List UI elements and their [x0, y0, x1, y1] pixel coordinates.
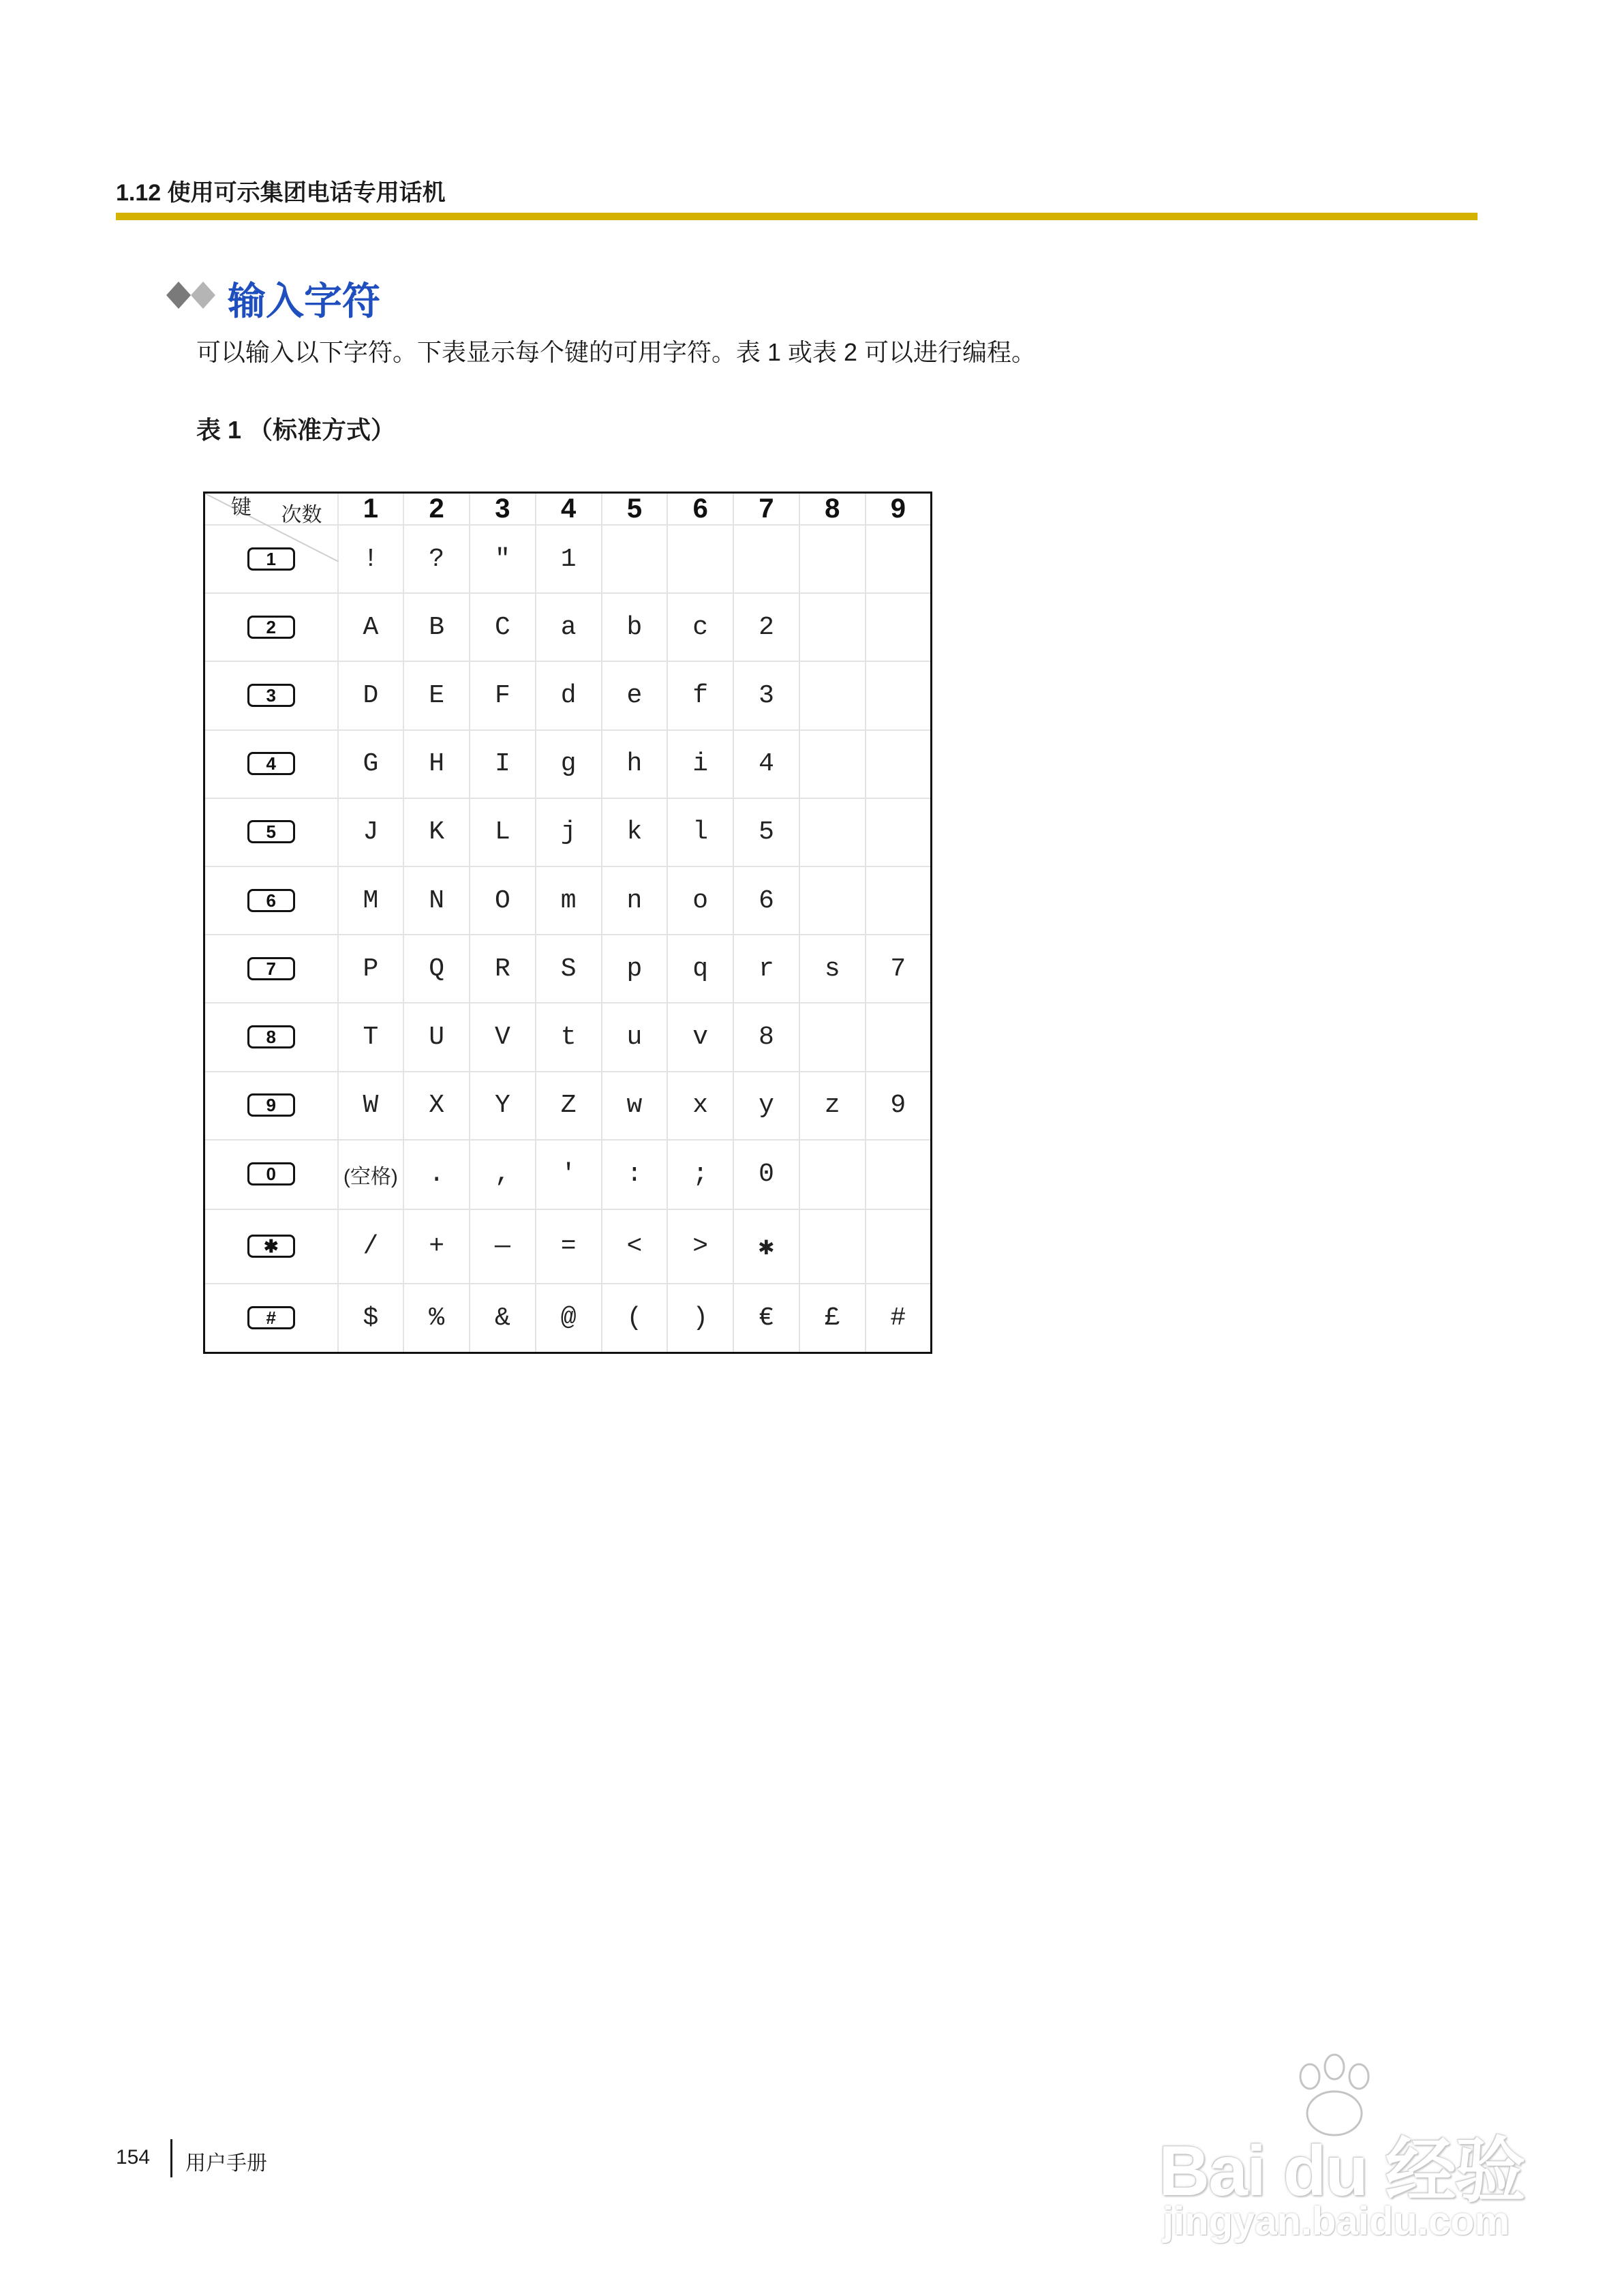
char-cell: y — [733, 1072, 799, 1140]
char-cell: X — [403, 1072, 470, 1140]
char-cell: @ — [536, 1284, 602, 1353]
char-cell: K — [403, 798, 470, 866]
key-cell — [204, 1140, 338, 1209]
char-cell: ? — [403, 525, 470, 593]
page-number: 154 — [116, 2146, 151, 2169]
char-cell: < — [602, 1209, 668, 1284]
char-cell: 7 — [866, 935, 932, 1003]
char-cell: h — [602, 730, 668, 798]
table-row — [204, 661, 932, 729]
char-cell: J — [338, 798, 404, 866]
key-cell — [204, 661, 338, 729]
char-cell: d — [536, 661, 602, 729]
baidu-watermark — [1159, 2052, 1540, 2256]
char-cell: / — [338, 1209, 404, 1284]
char-cell: b — [602, 593, 668, 661]
char-cell — [733, 525, 799, 593]
char-cell — [866, 593, 932, 661]
char-cell: ) — [667, 1284, 733, 1353]
keycap-icon: 7 — [247, 957, 295, 980]
char-cell: n — [602, 866, 668, 935]
char-cell: C — [470, 593, 536, 661]
column-header: 4 — [536, 493, 602, 526]
table-row — [204, 1072, 932, 1140]
char-cell — [866, 525, 932, 593]
char-cell — [866, 1209, 932, 1284]
char-cell: ' — [536, 1140, 602, 1209]
char-cell: 2 — [733, 593, 799, 661]
table-row — [204, 593, 932, 661]
table-row — [204, 866, 932, 935]
table-row — [204, 1284, 932, 1353]
char-cell: 4 — [733, 730, 799, 798]
char-cell: ! — [338, 525, 404, 593]
char-cell: # — [866, 1284, 932, 1353]
char-cell: — — [470, 1209, 536, 1284]
char-cell: v — [667, 1003, 733, 1071]
table-row — [204, 1003, 932, 1071]
column-header: 6 — [667, 493, 733, 526]
char-cell: . — [403, 1140, 470, 1209]
keycap-icon: 9 — [247, 1093, 295, 1117]
char-cell: 9 — [866, 1072, 932, 1140]
char-cell: q — [667, 935, 733, 1003]
char-cell — [799, 1140, 866, 1209]
header-rule — [116, 213, 1478, 220]
char-cell: + — [403, 1209, 470, 1284]
watermark-brand: Bai du 经验 — [1159, 2132, 1525, 2211]
table-caption: 表 1 （标准方式） — [196, 416, 396, 444]
column-header: 3 — [470, 493, 536, 526]
char-cell: c — [667, 593, 733, 661]
char-cell — [799, 730, 866, 798]
char-cell: i — [667, 730, 733, 798]
watermark-url: jingyan.baidu.com — [1163, 2199, 1510, 2244]
char-cell: D — [338, 661, 404, 729]
table-header-row — [204, 493, 932, 526]
key-cell — [204, 798, 338, 866]
char-cell: ; — [667, 1140, 733, 1209]
char-cell: 5 — [733, 798, 799, 866]
intro-paragraph: 可以输入以下字符。下表显示每个键的可用字符。表 1 或表 2 可以进行编程。 — [196, 338, 1037, 366]
char-cell: o — [667, 866, 733, 935]
char-cell: T — [338, 1003, 404, 1071]
table-row — [204, 1140, 932, 1209]
keycap-icon: # — [247, 1306, 295, 1329]
char-cell: A — [338, 593, 404, 661]
char-cell: E — [403, 661, 470, 729]
key-cell — [204, 730, 338, 798]
table-row — [204, 935, 932, 1003]
char-cell: € — [733, 1284, 799, 1353]
key-cell — [204, 1209, 338, 1284]
char-cell: (空格) — [338, 1140, 404, 1209]
header-section-title: 1.12 使用可示集团电话专用话机 — [116, 180, 446, 206]
key-cell — [204, 1003, 338, 1071]
corner-cell — [204, 493, 338, 526]
char-cell: S — [536, 935, 602, 1003]
char-cell — [799, 1003, 866, 1071]
diamond-bullets-icon — [165, 280, 219, 311]
key-cell — [204, 1284, 338, 1353]
char-cell — [799, 1209, 866, 1284]
char-cell: R — [470, 935, 536, 1003]
char-cell: V — [470, 1003, 536, 1071]
char-cell: M — [338, 866, 404, 935]
char-cell: $ — [338, 1284, 404, 1353]
char-cell: e — [602, 661, 668, 729]
char-cell: ( — [602, 1284, 668, 1353]
char-cell: % — [403, 1284, 470, 1353]
column-header: 8 — [799, 493, 866, 526]
char-cell: U — [403, 1003, 470, 1071]
char-cell: g — [536, 730, 602, 798]
char-cell: B — [403, 593, 470, 661]
keycap-icon: 3 — [247, 684, 295, 707]
char-cell — [799, 593, 866, 661]
char-cell: Y — [470, 1072, 536, 1140]
char-cell: 1 — [536, 525, 602, 593]
char-cell: f — [667, 661, 733, 729]
char-cell — [866, 661, 932, 729]
char-cell: 3 — [733, 661, 799, 729]
corner-label-presses: 次数 — [281, 504, 322, 526]
character-table — [203, 492, 932, 1354]
char-cell: H — [403, 730, 470, 798]
char-cell — [667, 525, 733, 593]
column-header: 2 — [403, 493, 470, 526]
char-cell — [799, 661, 866, 729]
char-cell: 6 — [733, 866, 799, 935]
char-cell: F — [470, 661, 536, 729]
key-cell — [204, 935, 338, 1003]
table-row — [204, 730, 932, 798]
section-heading: 输入字符 — [228, 280, 380, 322]
char-cell: N — [403, 866, 470, 935]
char-cell: 8 — [733, 1003, 799, 1071]
char-cell: 0 — [733, 1140, 799, 1209]
keycap-icon: ✱ — [247, 1235, 295, 1258]
char-cell: r — [733, 935, 799, 1003]
char-cell: x — [667, 1072, 733, 1140]
char-cell — [602, 525, 668, 593]
keycap-icon: 8 — [247, 1025, 295, 1048]
char-cell — [799, 798, 866, 866]
char-cell: w — [602, 1072, 668, 1140]
column-header: 1 — [338, 493, 404, 526]
char-cell: p — [602, 935, 668, 1003]
char-cell: O — [470, 866, 536, 935]
char-cell — [866, 1003, 932, 1071]
keycap-icon: 5 — [247, 820, 295, 843]
keycap-icon: 6 — [247, 889, 295, 912]
char-cell: " — [470, 525, 536, 593]
column-header: 7 — [733, 493, 799, 526]
char-cell: Z — [536, 1072, 602, 1140]
key-cell — [204, 1072, 338, 1140]
key-cell — [204, 866, 338, 935]
keycap-icon: 2 — [247, 616, 295, 639]
corner-label-key: 键 — [231, 496, 251, 519]
table-row — [204, 1209, 932, 1284]
char-cell: , — [470, 1140, 536, 1209]
char-cell — [799, 525, 866, 593]
char-cell: £ — [799, 1284, 866, 1353]
char-cell: a — [536, 593, 602, 661]
char-cell: W — [338, 1072, 404, 1140]
char-cell — [866, 798, 932, 866]
char-cell: L — [470, 798, 536, 866]
table-row — [204, 798, 932, 866]
column-header: 5 — [602, 493, 668, 526]
char-cell: & — [470, 1284, 536, 1353]
char-cell: : — [602, 1140, 668, 1209]
char-cell: z — [799, 1072, 866, 1140]
char-cell: Q — [403, 935, 470, 1003]
keycap-icon: 0 — [247, 1162, 295, 1185]
char-cell — [866, 1140, 932, 1209]
char-cell — [866, 866, 932, 935]
char-cell: I — [470, 730, 536, 798]
char-cell: j — [536, 798, 602, 866]
char-cell: u — [602, 1003, 668, 1071]
footer-divider — [170, 2139, 172, 2177]
char-cell: G — [338, 730, 404, 798]
char-cell: t — [536, 1003, 602, 1071]
char-cell: k — [602, 798, 668, 866]
key-cell — [204, 593, 338, 661]
column-header: 9 — [866, 493, 932, 526]
char-cell: P — [338, 935, 404, 1003]
keycap-icon: 1 — [247, 547, 295, 571]
char-cell: = — [536, 1209, 602, 1284]
char-cell — [866, 730, 932, 798]
keycap-icon: 4 — [247, 752, 295, 775]
footer-doc-title: 用户手册 — [185, 2152, 267, 2175]
char-cell: s — [799, 935, 866, 1003]
char-cell: ✱ — [733, 1209, 799, 1284]
char-cell: m — [536, 866, 602, 935]
char-cell: > — [667, 1209, 733, 1284]
char-cell: l — [667, 798, 733, 866]
char-cell — [799, 866, 866, 935]
